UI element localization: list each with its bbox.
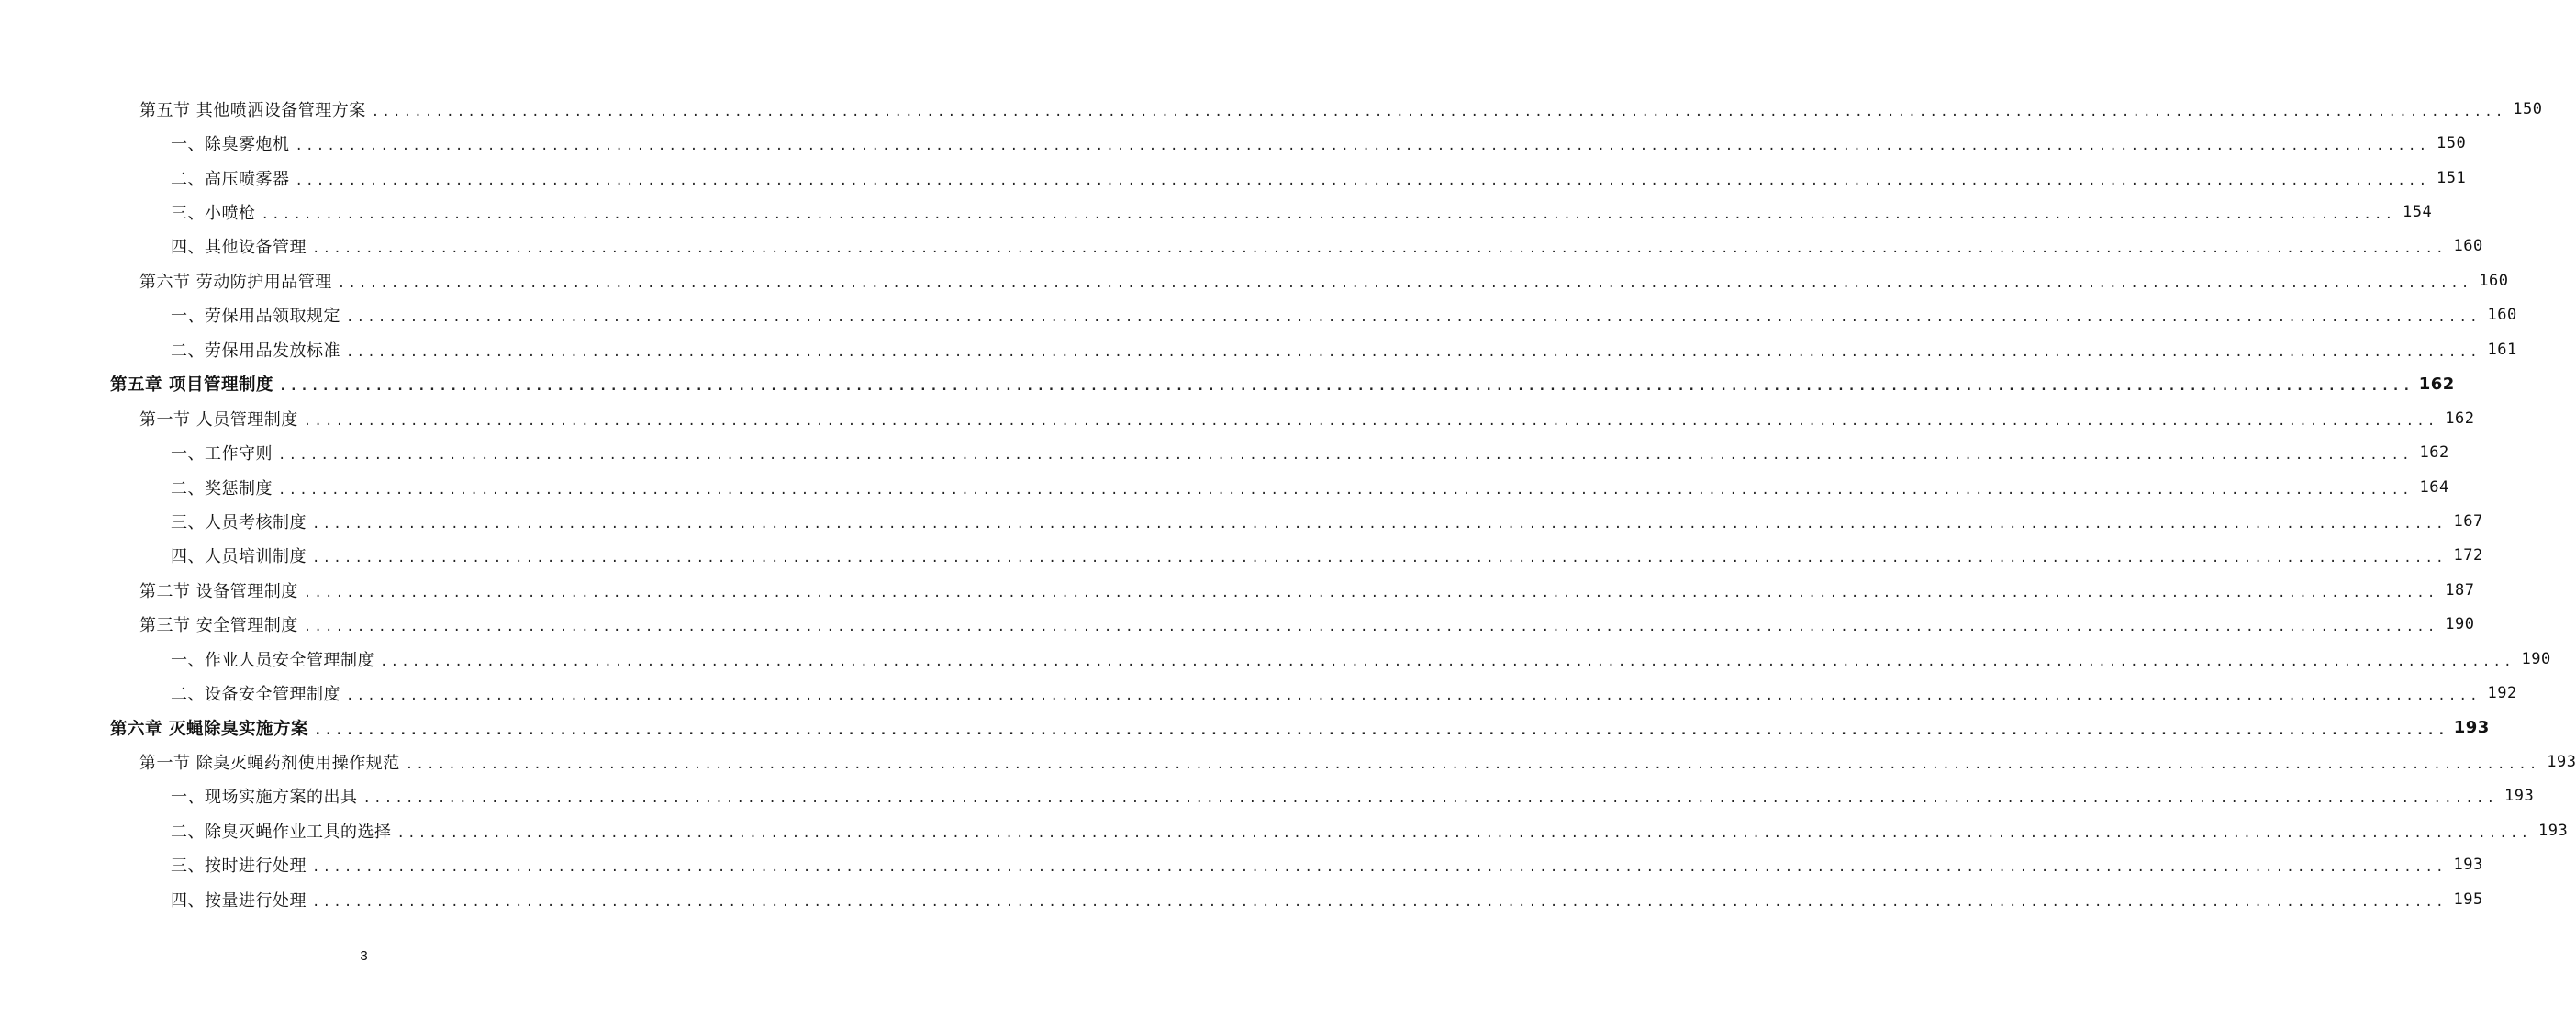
toc-entry-label: 二、除臭灭蝇作业工具的选择 xyxy=(171,822,392,842)
toc-dot-leader: ........................................................................................................................................................................................................ xyxy=(346,310,2481,326)
toc-entry-item[interactable] xyxy=(0,504,2483,538)
toc-entry-label: 二、高压喷雾器 xyxy=(171,169,290,189)
toc-dot-leader: ........................................................................................................................................................................................................ xyxy=(261,207,2396,223)
toc-dot-leader: ........................................................................................................................................................................................................ xyxy=(303,413,2438,429)
page-number: 3 xyxy=(360,948,368,964)
toc-entry-page-number: 164 xyxy=(2419,477,2449,497)
toc-dot-leader: ........................................................................................................................................................................................................ xyxy=(312,241,2447,257)
toc-entry-label: 四、其他设备管理 xyxy=(171,238,307,258)
toc-entry-item[interactable] xyxy=(0,332,2517,366)
toc-entry-label: 第六章 灭蝇除臭实施方案 xyxy=(110,719,308,739)
toc-entry-page-number: 160 xyxy=(2453,237,2483,256)
toc-entry-page-number: 193 xyxy=(2547,753,2576,772)
toc-entry-item[interactable] xyxy=(0,298,2517,332)
toc-entry-item[interactable] xyxy=(0,676,2517,710)
toc-entry-item[interactable] xyxy=(0,779,2535,813)
toc-entry-page-number: 162 xyxy=(2419,443,2449,463)
toc-entry-page-number: 192 xyxy=(2487,684,2517,703)
toc-dot-leader: ........................................................................................................................................................................................................ xyxy=(303,620,2438,635)
toc-dot-leader: ........................................................................................................................................................................................................ xyxy=(312,860,2447,876)
table-of-contents xyxy=(0,92,2576,917)
toc-entry-section[interactable] xyxy=(0,608,2475,642)
toc-entry-item[interactable] xyxy=(0,642,2551,676)
toc-entry-item[interactable] xyxy=(0,539,2483,573)
toc-entry-label: 二、设备安全管理制度 xyxy=(171,685,340,705)
toc-entry-label: 三、人员考核制度 xyxy=(171,512,307,532)
toc-entry-section[interactable] xyxy=(0,745,2576,778)
toc-entry-label: 一、工作守则 xyxy=(171,444,273,465)
toc-entry-page-number: 187 xyxy=(2445,580,2475,599)
toc-entry-page-number: 167 xyxy=(2453,511,2483,531)
toc-entry-page-number: 150 xyxy=(2513,99,2543,118)
toc-dot-leader: ........................................................................................................................................................................................................ xyxy=(295,139,2430,154)
toc-entry-page-number: 161 xyxy=(2487,340,2517,359)
toc-entry-label: 四、按量进行处理 xyxy=(171,890,307,911)
toc-entry-chapter[interactable] xyxy=(0,711,2490,745)
toc-entry-section[interactable] xyxy=(0,573,2475,607)
toc-entry-label: 一、作业人员安全管理制度 xyxy=(171,650,374,670)
toc-entry-page-number: 190 xyxy=(2521,649,2551,668)
toc-entry-label: 第五节 其他喷洒设备管理方案 xyxy=(139,100,366,120)
toc-entry-page-number: 160 xyxy=(2479,271,2509,290)
toc-entry-page-number: 150 xyxy=(2437,134,2467,153)
toc-dot-leader: ........................................................................................................................................................................................................ xyxy=(278,482,2413,498)
toc-dot-leader: ........................................................................................................................................................................................................ xyxy=(312,516,2447,532)
toc-dot-leader: ........................................................................................................................................................................................................ xyxy=(312,894,2447,910)
toc-entry-page-number: 172 xyxy=(2453,546,2483,565)
toc-entry-section[interactable] xyxy=(0,401,2475,435)
toc-entry-item[interactable] xyxy=(0,470,2449,504)
toc-entry-item[interactable] xyxy=(0,848,2483,882)
toc-dot-leader: ........................................................................................................................................................................................................ xyxy=(278,379,2414,395)
toc-entry-item[interactable] xyxy=(0,161,2467,195)
toc-entry-page-number: 193 xyxy=(2538,821,2569,840)
toc-dot-leader: ........................................................................................................................................................................................................ xyxy=(295,173,2430,188)
toc-entry-label: 二、奖惩制度 xyxy=(171,478,273,498)
toc-entry-chapter[interactable] xyxy=(0,367,2455,401)
toc-dot-leader: ........................................................................................................................................................................................................ xyxy=(337,275,2472,291)
toc-entry-page-number: 193 xyxy=(2453,856,2483,875)
toc-entry-label: 第三节 安全管理制度 xyxy=(139,616,298,636)
toc-dot-leader: ........................................................................................................................................................................................................ xyxy=(303,585,2438,600)
toc-dot-leader: ........................................................................................................................................................................................................ xyxy=(313,722,2448,738)
toc-dot-leader: ........................................................................................................................................................................................................ xyxy=(396,825,2532,841)
toc-entry-label: 三、按时进行处理 xyxy=(171,856,307,877)
toc-entry-label: 第六节 劳动防护用品管理 xyxy=(139,272,332,292)
toc-entry-label: 二、劳保用品发放标准 xyxy=(171,341,340,361)
toc-dot-leader: ........................................................................................................................................................................................................ xyxy=(312,551,2447,566)
toc-entry-label: 第五章 项目管理制度 xyxy=(110,375,273,396)
toc-entry-item[interactable] xyxy=(0,435,2449,469)
toc-entry-section[interactable] xyxy=(0,263,2509,297)
toc-dot-leader: ........................................................................................................................................................................................................ xyxy=(380,654,2515,669)
toc-entry-page-number: 193 xyxy=(2504,787,2535,806)
toc-entry-page-number: 195 xyxy=(2453,890,2483,909)
toc-entry-item[interactable] xyxy=(0,813,2569,847)
toc-entry-item[interactable] xyxy=(0,126,2467,160)
toc-entry-label: 四、人员培训制度 xyxy=(171,547,307,567)
toc-dot-leader: ........................................................................................................................................................................................................ xyxy=(371,104,2506,119)
toc-dot-leader: ........................................................................................................................................................................................................ xyxy=(405,757,2540,773)
toc-entry-label: 第二节 设备管理制度 xyxy=(139,581,298,601)
toc-entry-item[interactable] xyxy=(0,195,2433,229)
toc-entry-label: 一、现场实施方案的出具 xyxy=(171,788,358,808)
toc-dot-leader: ........................................................................................................................................................................................................ xyxy=(346,689,2481,704)
toc-entry-page-number: 151 xyxy=(2437,168,2467,187)
toc-dot-leader: ........................................................................................................................................................................................................ xyxy=(362,791,2498,807)
toc-entry-page-number: 160 xyxy=(2487,306,2517,325)
toc-entry-label: 第一节 除臭灭蝇药剂使用操作规范 xyxy=(139,754,400,774)
toc-dot-leader: ........................................................................................................................................................................................................ xyxy=(278,448,2413,464)
toc-entry-label: 第一节 人员管理制度 xyxy=(139,409,298,430)
toc-entry-page-number: 162 xyxy=(2445,409,2475,428)
toc-entry-section[interactable] xyxy=(0,92,2543,126)
toc-dot-leader: ........................................................................................................................................................................................................ xyxy=(346,344,2481,360)
toc-entry-page-number: 193 xyxy=(2453,718,2490,738)
toc-entry-page-number: 190 xyxy=(2445,615,2475,634)
toc-entry-label: 三、小喷枪 xyxy=(171,204,256,224)
toc-entry-item[interactable] xyxy=(0,230,2483,263)
toc-entry-page-number: 154 xyxy=(2403,203,2433,222)
toc-entry-page-number: 162 xyxy=(2418,374,2455,394)
toc-entry-label: 一、除臭雾炮机 xyxy=(171,135,290,155)
toc-entry-item[interactable] xyxy=(0,882,2483,916)
toc-entry-label: 一、劳保用品领取规定 xyxy=(171,307,340,327)
